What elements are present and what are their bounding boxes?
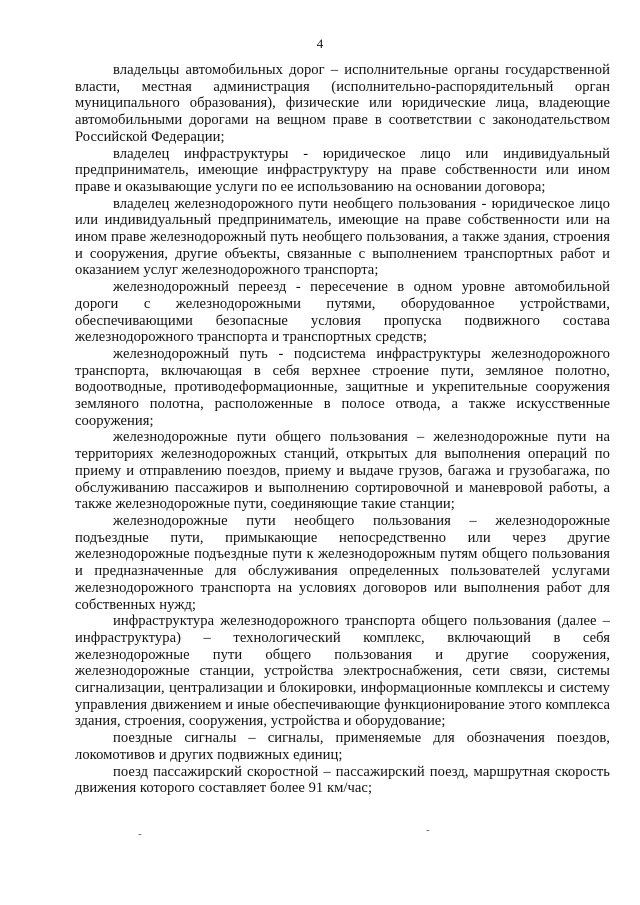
scan-speck-left: ˜ <box>138 832 142 844</box>
paragraph-public-tracks: железнодорожные пути общего пользования – железнодорожные пути на территориях железнодорожных станций, открытых для выполнения операций по приему и отправлению поездов, приему и выдаче грузов, багажа и грузобагажа, по обслуживанию пассажиров и выполнению сортировочной и маневровой работы, а также железнодорожные пути, соединяющие такие станции; <box>75 429 610 513</box>
paragraph-private-tracks: железнодорожные пути необщего пользования – железнодорожные подъездные пути, примыкающие непосредственно или через другие железнодорожные подъездные пути к железнодорожным путям общего пользования и предназначенные для обслуживания определенных пользователей услугами железнодорожного транспорта на условиях договоров или выполнения работ для собственных нужд; <box>75 512 610 613</box>
paragraph-infrastructure: инфраструктура железнодорожного транспорта общего пользования (далее – инфраструктура) – технологический комплекс, включающий в себя железнодорожные пути общего пользования и другие сооружения, железнодорожные станции, устройства электроснабжения, сети связи, системы сигнализации, централизации и блокировки, информационные комплексы и систему управления движением и иные обеспечивающие функционирование этого комплекса здания, строения, сооружения, устройства и оборудование; <box>75 613 610 730</box>
paragraph-infrastructure-owner: владелец инфраструктуры - юридическое лицо или индивидуальный предприниматель, имеющие инфраструктуру на праве собственности или ином праве и оказывающие услуги по ее использованию на основании договора; <box>75 145 610 195</box>
page-number: 4 <box>316 36 324 51</box>
paragraph-train-signals: поездные сигналы – сигналы, применяемые для обозначения поездов, локомотивов и других подвижных единиц; <box>75 730 610 763</box>
paragraph-railway-track: железнодорожный путь - подсистема инфраструктуры железнодорожного транспорта, включающая в себя верхнее строение пути, земляное полотно, водоотводные, противодеформационные, защитные и укрепительные сооружения земляного полотна, расположенные в полосе отвода, а также искусственные сооружения; <box>75 345 610 429</box>
document-body <box>75 62 610 797</box>
scan-speck-right: ˜ <box>426 828 430 840</box>
paragraph-express-train: поезд пассажирский скоростной – пассажирский поезд, маршрутная скорость движения которого составляет более 91 км/час; <box>75 763 610 797</box>
paragraph-road-owners: владельцы автомобильных дорог – исполнительные органы государственной власти, местная администрация (исполнительно-распорядительный орган муниципального образования), физические или юридические лица, владеющие автомобильными дорогами на вещном праве в соответствии с законодательством Российской Федерации; <box>75 62 610 145</box>
paragraph-railway-crossing: железнодорожный переезд - пересечение в одном уровне автомобильной дороги с железнодорожными путями, оборудованное устройствами, обеспечивающими безопасные условия пропуска подвижного состава железнодорожного транспорта и транспортных средств; <box>75 279 610 346</box>
paragraph-private-track-owner: владелец железнодорожного пути необщего пользования - юридическое лицо или индивидуальный предприниматель, имеющие на праве собственности или на ином праве железнодорожный путь необщего пользования, а также здания, строения и сооружения, другие объекты, связанные с выполнением транспортных работ и оказанием услуг железнодорожного транспорта; <box>75 195 610 279</box>
